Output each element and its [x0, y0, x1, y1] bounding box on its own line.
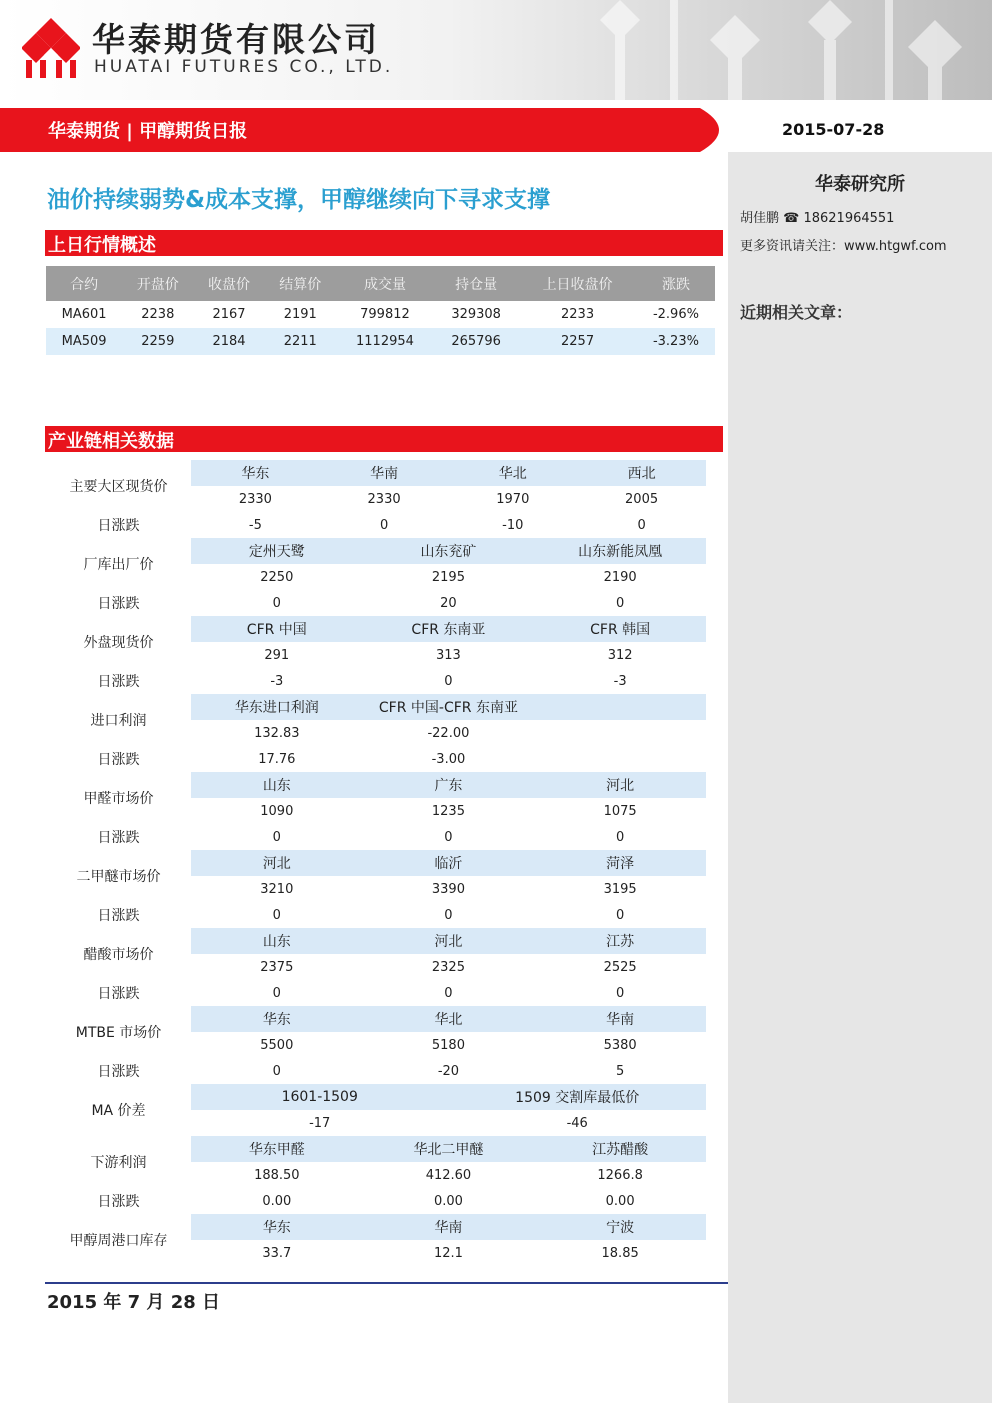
chain-col-header: 江苏醋酸	[534, 1136, 706, 1162]
table-cell: 2167	[212, 307, 246, 322]
chain-col-header: 河北	[534, 772, 706, 798]
chain-header-row	[46, 616, 706, 642]
chain-header-row	[46, 1214, 706, 1240]
chain-col-header: 宁波	[534, 1214, 706, 1240]
section-bar-market	[45, 230, 723, 256]
section-bar-chain	[45, 426, 723, 452]
chain-change-row	[46, 1188, 706, 1214]
chain-change-value: -10	[502, 517, 524, 533]
chain-value: 33.7	[262, 1245, 292, 1261]
chain-value: -17	[309, 1115, 331, 1131]
chain-change-value	[534, 746, 706, 772]
chain-row-label: 二甲醚市场价	[76, 869, 161, 885]
chain-col-header: 定州天鹭	[191, 538, 363, 564]
chain-header-row	[46, 850, 706, 876]
table-cell: 2238	[141, 307, 175, 322]
table-cell: 2211	[265, 328, 336, 355]
chain-col-header: 山东	[191, 772, 363, 798]
banner-date: 2015-07-28	[782, 120, 885, 139]
chain-col-header: 华东	[191, 460, 320, 486]
chain-col-header: CFR 东南亚	[363, 616, 535, 642]
chain-header-row	[46, 1006, 706, 1032]
chain-value: 2525	[603, 959, 637, 975]
huatai-logo-icon	[22, 16, 80, 78]
chain-col-header: 山东	[191, 928, 363, 954]
chain-row-label: 醋酸市场价	[83, 947, 154, 963]
chain-change-value: 0	[615, 829, 625, 845]
table-cell: 2184	[193, 328, 264, 355]
chain-value: 3195	[603, 881, 637, 897]
chain-value: 2190	[603, 569, 637, 585]
market-column-header: 成交量	[336, 266, 434, 301]
chain-col-header: 华北二甲醚	[363, 1136, 535, 1162]
sidebar-contact: 胡佳鹏 ☎ 18621964551	[740, 211, 895, 226]
chain-change-value: -3	[270, 673, 284, 689]
chain-value: 2330	[367, 491, 401, 507]
chain-header-row	[46, 538, 706, 564]
chain-value: 188.50	[254, 1167, 300, 1183]
chain-change-value: -3	[613, 673, 627, 689]
chain-value: 2325	[431, 959, 465, 975]
market-table-header	[46, 266, 715, 301]
report-banner	[0, 108, 992, 152]
chain-value: 1970	[496, 491, 530, 507]
chain-header-row	[46, 1136, 706, 1162]
chain-change-value: -5	[248, 517, 262, 533]
chain-change-label: 日涨跌	[97, 1194, 140, 1210]
market-column-header: 涨跌	[637, 266, 715, 301]
chain-change-row	[46, 1058, 706, 1084]
chain-col-header: 江苏	[534, 928, 706, 954]
chain-col-header: 华北	[363, 1006, 535, 1032]
chain-change-value: 0	[615, 595, 625, 611]
chain-col-header: 山东兖矿	[363, 538, 535, 564]
chain-change-value: 0	[272, 829, 281, 845]
chain-value: 2250	[260, 569, 294, 585]
chain-value: 18.85	[601, 1245, 639, 1261]
chain-change-value: 0	[444, 907, 453, 923]
table-row	[46, 301, 715, 328]
chain-change-label: 日涨跌	[97, 1064, 140, 1080]
chain-row-label: 甲醛市场价	[83, 791, 154, 807]
chain-col-header: 华东	[191, 1214, 363, 1240]
chain-header-row	[46, 694, 706, 720]
table-cell: 265796	[434, 328, 518, 355]
chain-change-value: 0	[637, 517, 646, 533]
section-title-market: 上日行情概述	[48, 235, 156, 256]
chain-row-label: 厂库出厂价	[83, 557, 154, 573]
chain-col-header: CFR 韩国	[534, 616, 706, 642]
market-column-header: 收盘价	[193, 266, 264, 301]
company-name-cn: 华泰期货有限公司	[92, 20, 380, 59]
chain-change-value: 0	[615, 985, 625, 1001]
chain-row-label: 进口利润	[90, 713, 147, 729]
chain-change-value: 0	[272, 1063, 281, 1079]
chain-col-header: 临沂	[363, 850, 535, 876]
chain-value: 2195	[431, 569, 465, 585]
chain-change-row	[46, 746, 706, 772]
table-cell: 2233	[561, 307, 595, 322]
chain-header-row	[46, 772, 706, 798]
chain-change-value: -20	[437, 1063, 460, 1079]
footer-date: 2015 年 7 月 28 日	[47, 1292, 221, 1313]
chain-value: -22.00	[427, 725, 470, 741]
chain-value: 412.60	[425, 1167, 472, 1183]
chain-value: 12.1	[433, 1245, 463, 1261]
chain-col-header: 华东进口利润	[191, 694, 363, 720]
market-column-header: 合约	[46, 266, 122, 301]
market-table	[46, 266, 715, 355]
chain-value: 5180	[431, 1037, 465, 1053]
chain-value: 1090	[260, 803, 294, 819]
sidebar-more-info[interactable]: 更多资讯请关注：www.htgwf.com	[740, 239, 947, 254]
chain-change-label: 日涨跌	[97, 518, 140, 534]
chain-change-value: 5	[615, 1063, 625, 1079]
chain-col-header: 西北	[577, 460, 706, 486]
table-row	[46, 328, 715, 355]
table-cell: -2.96%	[652, 307, 699, 322]
chain-change-value: 0	[272, 985, 281, 1001]
header-decoration	[600, 0, 992, 100]
chain-change-value: 0	[615, 907, 625, 923]
chain-change-value: 0	[272, 907, 281, 923]
chain-col-header: 河北	[363, 928, 535, 954]
chain-header-row	[46, 1084, 706, 1110]
market-column-header: 开盘价	[122, 266, 193, 301]
chain-change-value: 17.76	[258, 751, 296, 767]
chain-row-label: MTBE 市场价	[75, 1025, 162, 1041]
chain-change-value: 0	[444, 985, 453, 1001]
chain-row-label: 甲醇周港口库存	[69, 1233, 168, 1249]
chain-change-label: 日涨跌	[97, 830, 140, 846]
table-cell: 2259	[122, 328, 193, 355]
chain-value: 1075	[603, 803, 637, 819]
chain-col-header: 河北	[191, 850, 363, 876]
chain-value: 3390	[431, 881, 465, 897]
chain-col-header: 华南	[534, 1006, 706, 1032]
table-cell: 2257	[518, 328, 637, 355]
market-column-header: 上日收盘价	[518, 266, 637, 301]
chain-value: 2005	[625, 491, 659, 507]
chain-value: 3210	[260, 881, 294, 897]
table-cell: -3.23%	[637, 328, 715, 355]
chain-value: 5380	[603, 1037, 637, 1053]
chain-row-label: MA 价差	[91, 1103, 146, 1119]
market-column-header: 结算价	[265, 266, 336, 301]
table-cell: 1112954	[336, 328, 434, 355]
chain-change-value: 0	[444, 673, 453, 689]
sidebar-title: 华泰研究所	[815, 174, 905, 195]
chain-col-header: 华南	[363, 1214, 535, 1240]
chain-row-label: 主要大区现货价	[69, 479, 168, 495]
chain-change-label: 日涨跌	[97, 674, 140, 690]
chain-value: 5500	[260, 1037, 294, 1053]
chain-change-row	[46, 902, 706, 928]
chain-value: 1235	[431, 803, 465, 819]
chain-value: 313	[436, 647, 461, 663]
chain-table	[46, 460, 706, 1266]
chain-change-row	[46, 980, 706, 1006]
chain-change-value: 0	[272, 595, 281, 611]
sidebar	[728, 152, 992, 1403]
chain-row-label: 外盘现货价	[83, 635, 154, 651]
chain-value: 2375	[260, 959, 294, 975]
table-cell: 799812	[360, 307, 410, 322]
chain-change-value: 0.00	[433, 1193, 463, 1209]
footer-divider	[45, 1282, 728, 1284]
chain-header-row	[46, 928, 706, 954]
chain-value: 312	[607, 647, 633, 663]
chain-col-header: CFR 中国	[191, 616, 363, 642]
chain-change-label: 日涨跌	[97, 596, 140, 612]
chain-col-header: 华东	[191, 1006, 363, 1032]
chain-change-value: 20	[440, 595, 457, 611]
chain-col-header: 菏泽	[534, 850, 706, 876]
chain-col-header: 广东	[363, 772, 535, 798]
chain-change-value: 0	[444, 829, 453, 845]
chain-col-header: 1509 交割库最低价	[448, 1084, 706, 1110]
sidebar-recent-articles: 近期相关文章：	[740, 303, 853, 322]
market-column-header: 持仓量	[434, 266, 518, 301]
chain-col-header: 华北	[448, 460, 577, 486]
chain-col-header	[534, 694, 706, 720]
section-title-chain: 产业链相关数据	[48, 431, 174, 452]
table-cell: 329308	[451, 307, 501, 322]
chain-change-value: 0	[379, 517, 389, 533]
chain-col-header: 1601-1509	[191, 1084, 448, 1110]
table-cell: MA509	[46, 328, 122, 355]
chain-change-value: -3.00	[431, 751, 466, 767]
chain-change-label: 日涨跌	[97, 908, 140, 924]
chain-col-header: 华南	[320, 460, 449, 486]
chain-change-label: 日涨跌	[97, 752, 140, 768]
company-name-en: HUATAI FUTURES CO., LTD.	[94, 57, 394, 77]
chain-col-header: 山东新能凤凰	[534, 538, 706, 564]
chain-col-header: CFR 中国-CFR 东南亚	[363, 694, 535, 720]
table-cell: MA601	[61, 307, 107, 322]
chain-value	[534, 720, 706, 746]
chain-change-row	[46, 590, 706, 616]
table-cell: 2191	[283, 307, 317, 322]
chain-row-label: 下游利润	[90, 1155, 147, 1171]
chain-header-row	[46, 460, 706, 486]
chain-value: 291	[264, 647, 290, 663]
chain-value: 1266.8	[597, 1167, 643, 1183]
chain-change-label: 日涨跌	[97, 986, 140, 1002]
chain-change-value: 0.00	[605, 1193, 635, 1209]
chain-value: 132.83	[254, 725, 300, 741]
page-header	[0, 0, 992, 100]
chain-value: 2330	[238, 491, 272, 507]
chain-col-header: 华东甲醛	[191, 1136, 363, 1162]
report-main-title: 油价持续弱势&成本支撑，甲醇继续向下寻求支撑	[47, 187, 551, 213]
chain-change-row	[46, 668, 706, 694]
chain-change-value: 0.00	[262, 1193, 292, 1209]
banner-title: 华泰期货 | 甲醇期货日报	[48, 121, 248, 142]
chain-change-row	[46, 824, 706, 850]
chain-value: -46	[566, 1115, 588, 1131]
chain-change-row	[46, 512, 706, 538]
